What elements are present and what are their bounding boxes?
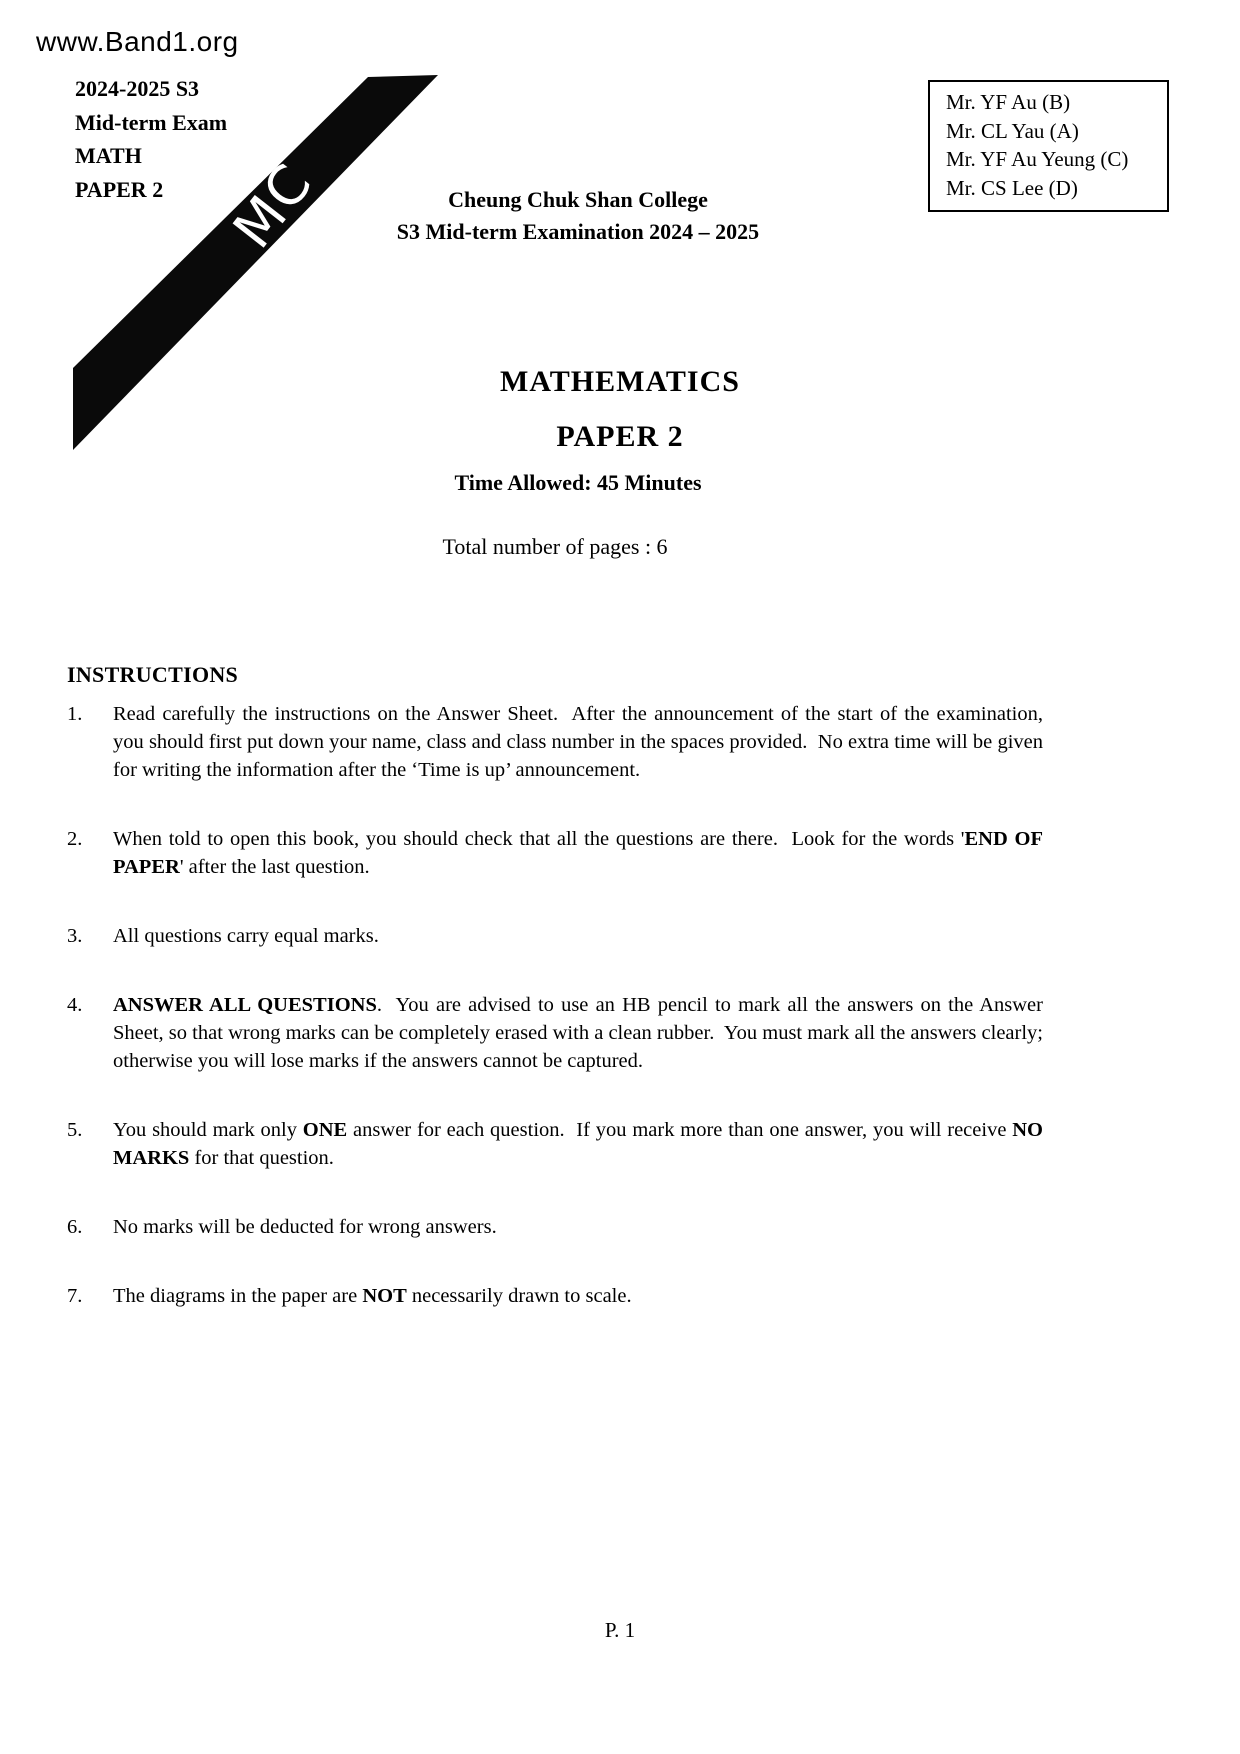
instruction-number: 3. [67, 925, 83, 947]
teacher-line: Mr. CS Lee (D) [946, 175, 1078, 200]
teacher-line: Mr. YF Au Yeung (C) [946, 147, 1129, 171]
instruction-item [67, 1282, 1043, 1310]
corner-line-paper: PAPER 2 [75, 176, 164, 202]
school-name: Cheung Chuk Shan College [448, 187, 708, 212]
instructions-heading: INSTRUCTIONS [67, 662, 239, 687]
corner-line-subject: MATH [75, 143, 142, 168]
instruction-number: 5. [67, 1119, 83, 1141]
paper-title: PAPER 2 [556, 420, 684, 453]
instruction-text: Read carefully the instructions on the Answer Sheet. After the announcement of the start of the examination, you should first put down your name, class and class number in the spaces provided. No extra time will be given for writing the information after the ‘Time is up’ announcement. [113, 703, 1043, 781]
instruction-number: 1. [67, 703, 83, 725]
instruction-number: 4. [67, 994, 83, 1016]
instruction-text: The diagrams in the paper are NOT necessarily drawn to scale. [113, 1285, 632, 1307]
instructions-list [67, 700, 1043, 1351]
teacher-line: Mr. YF Au (B) [946, 90, 1071, 114]
corner-info-block [75, 72, 227, 206]
total-pages: Total number of pages : 6 [442, 534, 668, 559]
instruction-text: When told to open this book, you should check that all the questions are there. Look for the words 'END OF PAPER' after the last question. [113, 828, 1044, 878]
instruction-item [67, 700, 1043, 784]
corner-line-year: 2024-2025 S3 [75, 76, 200, 101]
instruction-item [67, 1116, 1043, 1172]
instruction-item [67, 1213, 1043, 1241]
corner-line-exam: Mid-term Exam [75, 109, 228, 135]
exam-title: S3 Mid-term Examination 2024 – 2025 [396, 219, 760, 244]
instruction-number: 6. [67, 1216, 83, 1238]
instruction-number: 2. [67, 828, 83, 850]
time-allowed: Time Allowed: 45 Minutes [454, 470, 702, 495]
instruction-text: You should mark only ONE answer for each question. If you mark more than one answer, you will receive NO MARKS for that question. [113, 1119, 1043, 1169]
instruction-number: 7. [67, 1285, 83, 1307]
page-number: P. 1 [604, 1618, 636, 1642]
instruction-text: ANSWER ALL QUESTIONS. You are advised to use an HB pencil to mark all the answers on the Answer Sheet, so that wrong marks can be completely erased with a clean rubber. You must mark all the answers clearly; otherwise you will lose marks if the answers cannot be captured. [113, 994, 1043, 1072]
instruction-text: All questions carry equal marks. [113, 925, 379, 947]
instruction-item [67, 991, 1043, 1075]
site-watermark: www.Band1.org [36, 26, 239, 57]
subject-title: MATHEMATICS [500, 365, 740, 398]
instruction-item [67, 825, 1043, 881]
instruction-text: No marks will be deducted for wrong answers. [113, 1216, 497, 1238]
instruction-item [67, 922, 1043, 950]
teacher-line: Mr. CL Yau (A) [946, 118, 1079, 143]
mc-stamp-text: MC [220, 151, 325, 260]
